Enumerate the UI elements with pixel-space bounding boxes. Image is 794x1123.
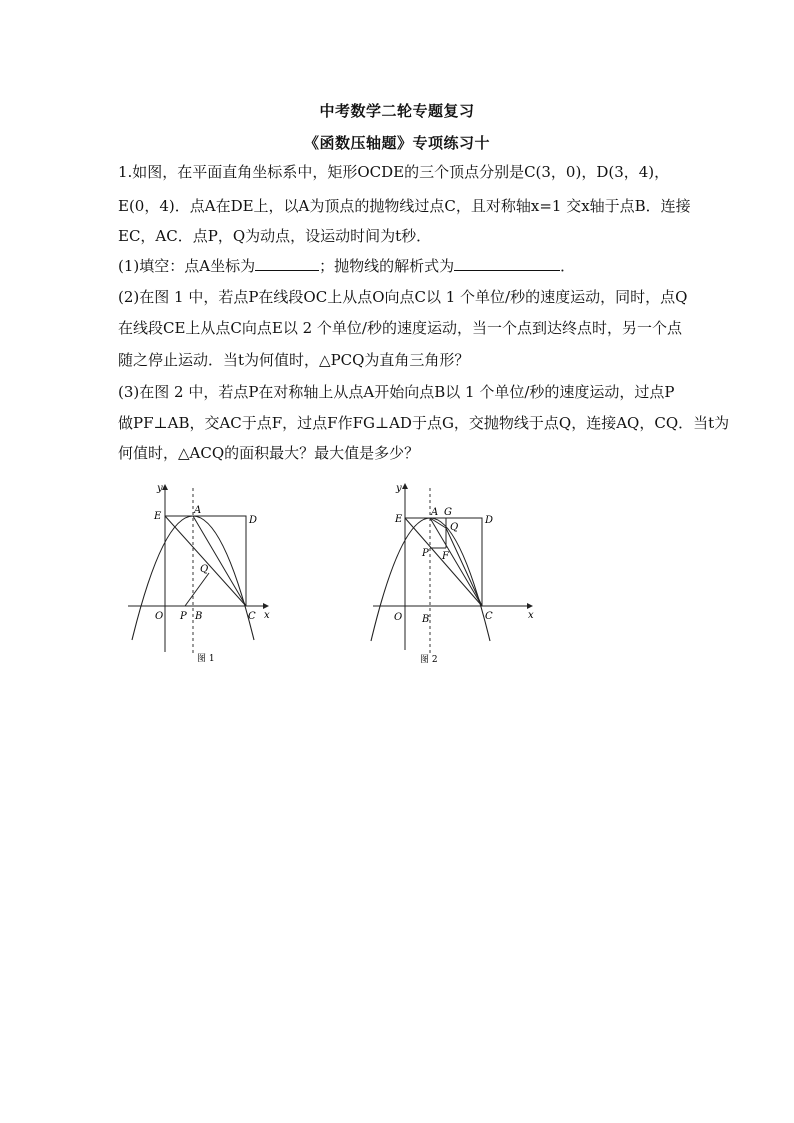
question-1-line-2: E(0，4)．点A在DE上，以A为顶点的抛物线过点C，且对称轴x=1 交x轴于点B．连接 — [118, 197, 691, 215]
figure-1 — [118, 478, 278, 678]
part-3-line-3: 何值时，△ACQ的面积最大？最大值是多少？ — [118, 444, 420, 462]
label-e: E — [395, 514, 403, 525]
label-b: B — [422, 614, 430, 625]
segment-ec — [165, 516, 246, 606]
part-2-line-2: 在线段CE上从点C向点E以 2 个单位/秒的速度运动，当一个点到达终点时，另一个点 — [118, 319, 682, 337]
figure-2-caption: 图 2 — [420, 655, 438, 665]
part-1-prompt: (1)填空：点A坐标为 — [118, 257, 256, 275]
part-1-end: ． — [560, 257, 576, 275]
label-b: B — [195, 611, 203, 622]
segment-ac — [193, 516, 246, 606]
label-c: C — [485, 611, 493, 622]
figure-2 — [360, 478, 540, 678]
label-c: C — [248, 611, 256, 622]
label-a: A — [194, 505, 202, 516]
part-1 — [118, 256, 708, 276]
label-x: x — [264, 610, 270, 621]
label-d: D — [485, 515, 494, 526]
label-p: P — [180, 611, 187, 622]
part-2-line-3: 随之停止运动．当t为何值时，△PCQ为直角三角形？ — [118, 351, 470, 369]
answer-blank-point-a[interactable] — [255, 256, 319, 271]
label-g: G — [444, 507, 452, 518]
segment-pq — [185, 573, 209, 606]
document-title: 中考数学二轮专题复习 — [319, 102, 475, 120]
part-1-prompt-2: ；抛物线的解析式为 — [319, 257, 455, 275]
label-p: P — [422, 548, 429, 559]
label-x: x — [528, 610, 534, 621]
part-3-line-1: (3)在图 2 中，若点P在对称轴上从点A开始向点B以 1 个单位/秒的速度运动，过点P — [118, 383, 675, 401]
label-y: y — [157, 483, 163, 494]
label-d: D — [249, 515, 258, 526]
label-f: F — [442, 551, 449, 562]
question-1-line-1: 1.如图，在平面直角坐标系中，矩形OCDE的三个顶点分别是C(3，0)，D(3，4)， — [118, 163, 670, 181]
figure-1-caption: 图 1 — [197, 654, 215, 664]
segment-ec — [405, 518, 482, 606]
label-o: O — [155, 611, 164, 622]
label-q: Q — [450, 522, 459, 533]
question-1-line-3: EC，AC．点P，Q为动点，设运动时间为t秒． — [118, 227, 432, 245]
label-q: Q — [200, 564, 209, 575]
part-3-line-2: 做PF⊥AB，交AC于点F，过点F作FG⊥AD于点G，交抛物线于点Q，连接AQ，CQ．当t为 — [118, 414, 730, 432]
answer-blank-parabola[interactable] — [454, 256, 560, 271]
part-2-line-1: (2)在图 1 中，若点P在线段OC上从点O向点C以 1 个单位/秒的速度运动，同时，点Q — [118, 288, 688, 306]
document-subtitle: 《函数压轴题》专项练习十 — [303, 134, 490, 152]
label-e: E — [154, 511, 162, 522]
segment-cq — [446, 528, 482, 606]
label-y: y — [396, 483, 402, 494]
label-a: A — [431, 507, 439, 518]
parabola — [371, 518, 490, 641]
label-o: O — [394, 612, 403, 623]
